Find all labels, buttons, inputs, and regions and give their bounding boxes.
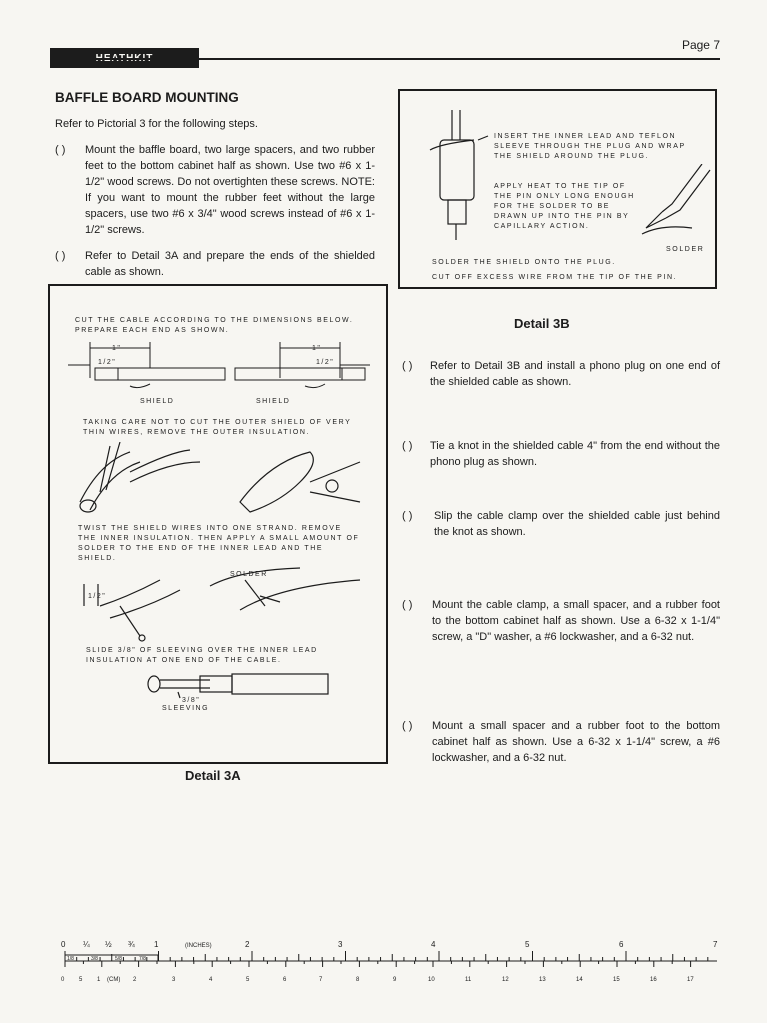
step-install-phono-plug	[402, 358, 720, 392]
detail-3a-instruction-cut: CUT THE CABLE ACCORDING TO THE DIMENSIONS BELOW. PREPARE EACH END AS SHOWN.	[75, 317, 354, 334]
ruler-cm-label: 5	[246, 977, 250, 983]
phono-plug-illustration	[420, 110, 490, 240]
header-rule	[50, 58, 720, 60]
detail-3a-instruction-twist: TWIST THE SHIELD WIRES INTO ONE STRAND. REMOVE THE INNER INSULATION. THEN APPLY A SMALL AMOUNT OF SOLDER TO THE END OF THE INNER LEAD AND THE SHIELD.	[78, 525, 360, 562]
ruler-cm-label: (CM)	[107, 977, 121, 983]
cable-dimension-diagram	[60, 338, 380, 410]
measurement-ruler	[55, 935, 725, 985]
dim-label-1in: 1"	[312, 345, 322, 352]
ruler-cm-label: 1	[97, 977, 101, 983]
step-checkbox[interactable]: ( )	[402, 360, 413, 372]
ruler-cm-label: 9	[393, 977, 397, 983]
detail-3b-instruction-insert: INSERT THE INNER LEAD AND TEFLON SLEEVE THROUGH THE PLUG AND WRAP THE SHIELD AROUND THE PLUG.	[494, 133, 686, 160]
ruler-cm-label: 14	[576, 977, 583, 983]
solder-label: SOLDER	[230, 571, 268, 578]
ruler-frac-label: 7/8	[139, 956, 146, 962]
ruler-cm-label: 5	[79, 977, 83, 983]
ruler-cm-label: 0	[61, 977, 65, 983]
detail-3b-instruction-cut: CUT OFF EXCESS WIRE FROM THE TIP OF THE PIN.	[432, 274, 678, 281]
ruler-cm-label: 13	[539, 977, 546, 983]
ruler-inch-label: ½	[105, 940, 112, 949]
step-checkbox[interactable]: ( )	[402, 599, 413, 611]
step-text: Slip the cable clamp over the shielded cable just behind the knot as shown.	[434, 510, 720, 538]
detail-3a-instruction-sleeving: SLIDE 3/8" OF SLEEVING OVER THE INNER LEAD INSULATION AT ONE END OF THE CABLE.	[86, 647, 318, 664]
step-prepare-cable	[55, 248, 375, 282]
step-checkbox[interactable]: ( )	[55, 250, 66, 262]
detail-3a-instruction-remove: TAKING CARE NOT TO CUT THE OUTER SHIELD OF VERY THIN WIRES, REMOVE THE OUTER INSULATION.	[83, 419, 352, 436]
detail-3b-instruction-heat: APPLY HEAT TO THE TIP OF THE PIN ONLY LONG ENOUGH FOR THE SOLDER TO BE DRAWN UP INTO THE PIN BY CAPILLARY ACTION.	[494, 183, 635, 230]
shield-label: SHIELD	[256, 398, 291, 405]
step-text: Mount the baffle board, two large spacers, and two rubber feet to the bottom cabinet half as shown. Use two #6 x 1-1/2" wood screws. Do not overtighten these screws. NOTE: If you want to mount the rubber feet without the large spacers, use two #6 x 3/4" wood screws instead of #6 x 1-1/2" screws.	[85, 144, 375, 236]
ruler-frac-label: 3/8	[91, 956, 98, 962]
section-intro: Refer to Pictorial 3 for the following steps.	[55, 118, 258, 130]
dim-label-1in: 1"	[112, 345, 122, 352]
ruler-cm-label: 10	[428, 977, 435, 983]
step-checkbox[interactable]: ( )	[55, 144, 66, 156]
ruler-inch-label: 0	[61, 940, 66, 949]
detail-3b-solder-label: SOLDER	[666, 246, 705, 253]
step-slip-clamp	[402, 508, 720, 542]
sleeving-label: SLEEVING	[162, 705, 210, 712]
ruler-cm-label: 12	[502, 977, 509, 983]
strip-insulation-illustration	[70, 442, 370, 522]
step-text: Mount the cable clamp, a small spacer, and a rubber foot to the bottom cabinet half as shown. Use a 6-32 x 1-1/4" screw, a "D" washer, a #6 lockwasher, and a 6-32 nut.	[432, 599, 720, 643]
shield-label: SHIELD	[140, 398, 175, 405]
detail-3a-caption: Detail 3A	[185, 768, 241, 783]
dim-label-3-8: 3/8"	[182, 697, 201, 704]
dim-label-half: 1/2"	[98, 359, 117, 366]
ruler-inch-label: 3	[338, 940, 343, 949]
ruler-inch-label: 5	[525, 940, 530, 949]
step-mount-spacer-foot	[402, 718, 720, 768]
ruler-cm-label: 4	[209, 977, 213, 983]
step-mount-clamp	[402, 597, 720, 663]
step-text: Mount a small spacer and a rubber foot to the bottom cabinet half as shown. Use a 6-32 x 1-1/4" screw, a #6 lockwasher, and a 6-32 nut.	[432, 720, 720, 764]
ruler-cm-label: 8	[356, 977, 360, 983]
ruler-units-label: (INCHES)	[185, 943, 212, 949]
ruler-cm-label: 6	[283, 977, 287, 983]
ruler-inch-label: 2	[245, 940, 250, 949]
soldering-iron-illustration	[632, 164, 712, 244]
step-checkbox[interactable]: ( )	[402, 720, 413, 732]
ruler-inch-label: 7	[713, 940, 718, 949]
sleeving-illustration	[140, 668, 340, 712]
detail-3b-instruction-solder: SOLDER THE SHIELD ONTO THE PLUG.	[432, 259, 616, 266]
ruler-cm-label: 3	[172, 977, 176, 983]
ruler-cm-label: 2	[133, 977, 137, 983]
ruler-inch-label: 6	[619, 940, 624, 949]
step-checkbox[interactable]: ( )	[402, 440, 413, 452]
step-mount-baffle	[55, 142, 375, 238]
step-checkbox[interactable]: ( )	[402, 510, 413, 522]
ruler-inch-label: ¾	[128, 940, 135, 949]
ruler-cm-label: 7	[319, 977, 323, 983]
step-text: Refer to Detail 3A and prepare the ends of the shielded cable as shown.	[85, 250, 375, 278]
ruler-cm-label: 11	[465, 977, 472, 983]
ruler-frac-label: 1/8	[67, 956, 74, 962]
ruler-cm-label: 15	[613, 977, 620, 983]
page-number: Page 7	[681, 38, 720, 52]
dim-label-half: 1/2"	[316, 359, 335, 366]
ruler-frac-label: 5/8	[115, 956, 122, 962]
solder-illustration	[80, 566, 370, 644]
dim-label-half: 1/2"	[88, 593, 107, 600]
ruler-cm-label: 16	[650, 977, 657, 983]
ruler-inch-label: 4	[431, 940, 436, 949]
step-tie-knot	[402, 438, 720, 472]
detail-3b-caption: Detail 3B	[514, 316, 570, 331]
ruler-cm-label: 17	[687, 977, 694, 983]
ruler-inch-label: ¼	[83, 940, 90, 949]
ruler-inch-label: 1	[154, 940, 159, 949]
step-text: Tie a knot in the shielded cable 4" from the end without the phono plug as shown.	[430, 440, 720, 468]
section-title: BAFFLE BOARD MOUNTING	[55, 90, 239, 105]
step-text: Refer to Detail 3B and install a phono plug on one end of the shielded cable as shown.	[430, 360, 720, 388]
